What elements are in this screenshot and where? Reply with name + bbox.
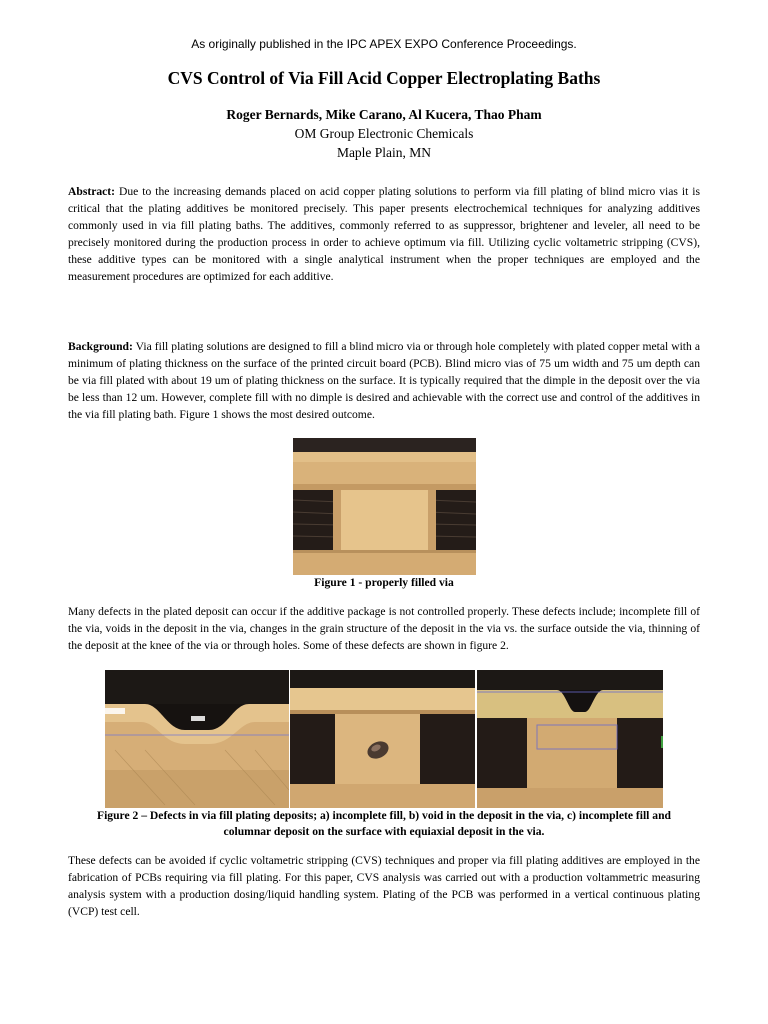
background-paragraph [68,338,700,423]
figure2a-image [105,670,289,808]
figure2-caption-line1: Figure 2 – Defects in via fill plating deposits; a) incomplete fill, b) void in the deposit in the via, c) incomplete fill and [97,809,671,822]
author-list: Roger Bernards, Mike Carano, Al Kucera, Thao Pham [226,107,542,122]
affiliation: OM Group Electronic Chemicals [294,126,474,141]
location: Maple Plain, MN [336,145,432,160]
abstract-paragraph [68,183,700,286]
closing-paragraph: These defects can be avoided if cyclic voltametric stripping (CVS) techniques and proper via fill plating additives are employed in the fabrication of PCBs requiring via fill plating. For this paper, CVS analysis was carried out with a production voltammetric measuring analysis system with a production dosing/liquid handling system. Plating of the PCB was performed in a vertical continuous plating (VCP) test cell. [68,854,700,919]
abstract-text: Due to the increasing demands placed on acid copper plating solutions to perform via fill plating of blind micro vias it is critical that the plating additives be monitored precisely. This paper presents electrochemical techniques for analyzing additives commonly used in via fill plating baths. The additives, commonly referred to as suppressor, brightener and leveler, all need to be precisely monitored during the production process in order to achieve optimum via fill. Utilizing cyclic voltametric stripping (CVS), these additive types can be monitored with a single analytical instrument when the proper techniques are employed and the measurement procedures are optimized for each additive. [68,185,700,284]
figure1-image [293,438,476,575]
paper-title: CVS Control of Via Fill Acid Copper Electroplating Baths [167,68,601,88]
figure2-caption [0,808,768,840]
figure2a-micrograph [105,670,289,808]
figure2b-image [290,670,475,808]
figure2-caption-line2: columnar deposit on the surface with equiaxial deposit in the via. [223,825,545,838]
abstract-label: Abstract: [68,185,116,198]
background-text: Via fill plating solutions are designed to fill a blind micro via or through hole completely with plated copper metal with a minimum of plating thickness on the surface of the printed circuit board (PCB). Blind micro vias of 75 um width and 75 um depth can be via fill plated with about 19 um of plating thickness on the surface. It is typically required that the dimple in the deposit over the via be less than 12 um. However, complete fill with no dimple is desired and achievable with the correct use and control of the additives in the via fill plating bath. Figure 1 shows the most desired outcome. [68,340,700,422]
figure2c-micrograph [477,670,663,808]
figure2c-image [477,670,663,808]
figure2b-micrograph [290,670,475,808]
background-label: Background: [68,340,133,353]
affiliation-block [0,124,768,162]
figure1-micrograph [293,438,476,575]
figure1-caption: Figure 1 - properly filled via [314,576,454,589]
defects-paragraph: Many defects in the plated deposit can occur if the additive package is not controlled properly. These defects include; incomplete fill of the via, voids in the deposit in the via, changes in the grain structure of the deposit in the via vs. the surface outside the via, thinning of the deposit at the knee of the via or through holes. Some of these defects are shown in figure 2. [68,605,700,653]
publication-note: As originally published in the IPC APEX EXPO Conference Proceedings. [191,37,577,51]
